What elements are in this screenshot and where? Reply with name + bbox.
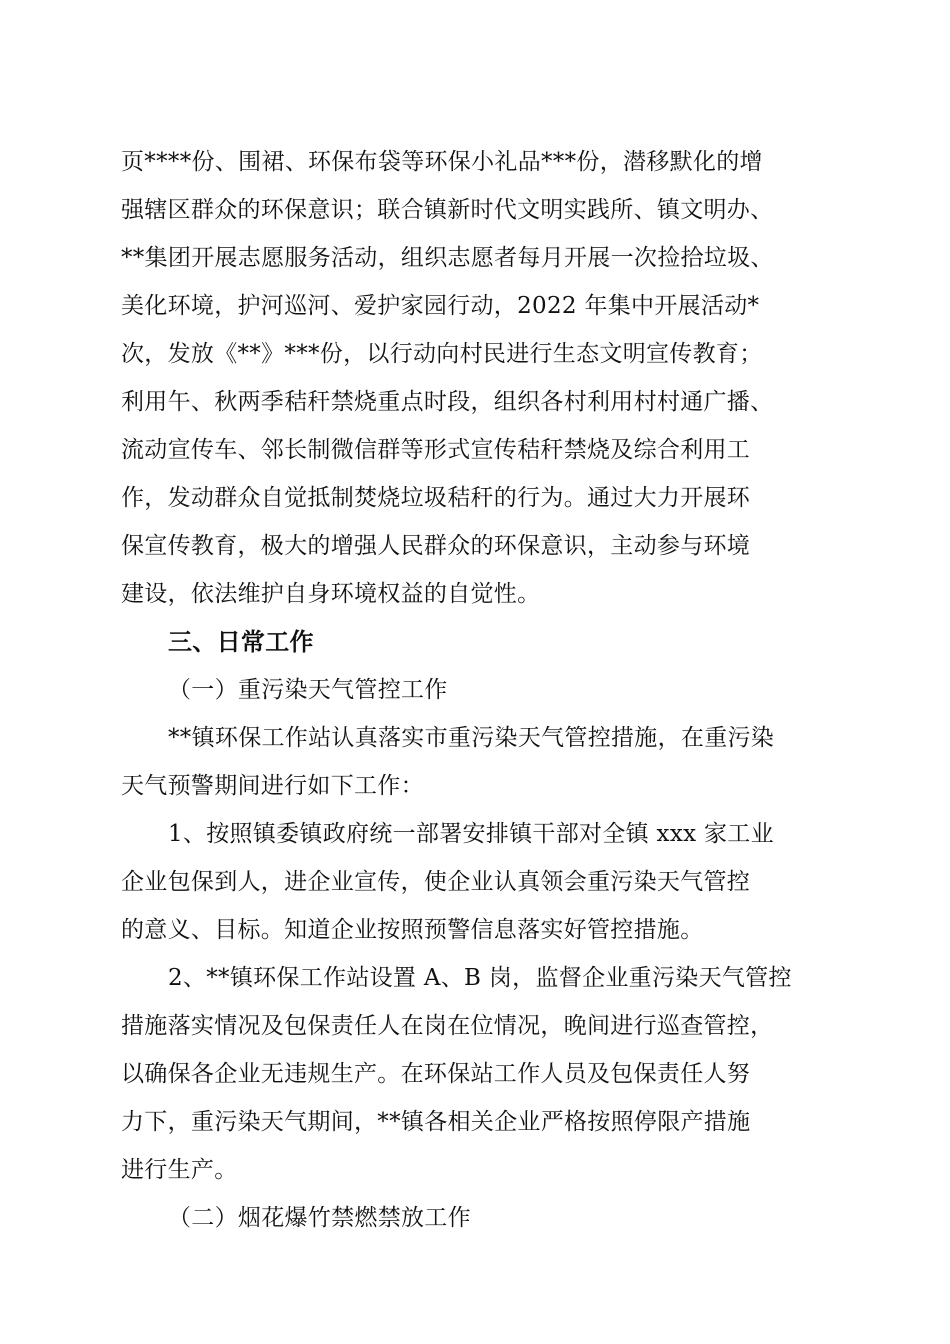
text-line: 强辖区群众的环保意识；联合镇新时代文明实践所、镇文明办、 — [121, 197, 774, 223]
text-line: 1、按照镇委镇政府统一部署安排镇干部对全镇 xxx 家工业 — [168, 821, 774, 847]
text-line: **集团开展志愿服务活动，组织志愿者每月开展一次捡拾垃圾、 — [121, 245, 774, 271]
section-heading: 三、日常工作 — [168, 628, 314, 656]
text-line: 建设，依法维护自身环境权益的自觉性。 — [121, 581, 541, 607]
subsection-heading: （二）烟花爆竹禁燃禁放工作 — [168, 1205, 471, 1231]
text-line: 2、**镇环保工作站设置 A、B 岗，监督企业重污染天气管控 — [168, 965, 792, 991]
subsection-heading: （一）重污染天气管控工作 — [168, 677, 448, 703]
text-line: 页****份、围裙、环保布袋等环保小礼品***份，潜移默化的增 — [121, 149, 763, 175]
text-line: 措施落实情况及包保责任人在岗在位情况，晚间进行巡查管控， — [121, 1013, 774, 1039]
text-line: 美化环境，护河巡河、爱护家园行动，2022 年集中开展活动* — [121, 293, 760, 319]
text-line: 利用午、秋两季秸秆禁烧重点时段，组织各村利用村村通广播、 — [121, 389, 774, 415]
text-line: 保宣传教育，极大的增强人民群众的环保意识，主动参与环境 — [121, 533, 751, 559]
text-line: 作，发动群众自觉抵制焚烧垃圾秸秆的行为。通过大力开展环 — [121, 485, 751, 511]
text-line: 力下，重污染天气期间，**镇各相关企业严格按照停限产措施 — [121, 1109, 751, 1135]
text-line: 天气预警期间进行如下工作： — [121, 773, 424, 799]
text-line: 以确保各企业无违规生产。在环保站工作人员及包保责任人努 — [121, 1061, 751, 1087]
text-line: **镇环保工作站认真落实市重污染天气管控措施，在重污染 — [168, 725, 775, 751]
text-line: 的意义、目标。知道企业按照预警信息落实好管控措施。 — [121, 917, 704, 943]
text-line: 流动宣传车、邻长制微信群等形式宣传秸秆禁烧及综合利用工 — [121, 437, 751, 463]
text-line: 次，发放《**》***份，以行动向村民进行生态文明宣传教育； — [121, 341, 763, 367]
text-line: 企业包保到人，进企业宣传，使企业认真领会重污染天气管控 — [121, 869, 751, 895]
text-line: 进行生产。 — [121, 1157, 238, 1183]
